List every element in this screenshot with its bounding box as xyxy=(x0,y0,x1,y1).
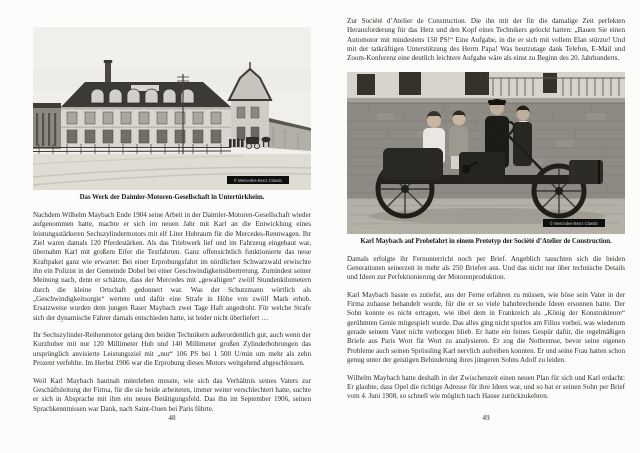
photo-caption-right: Karl Maybach auf Probefahrt in einem Prototyp der Société d’Atelier de Construction. xyxy=(360,237,612,245)
body-paragraph: Karl Maybach hasste es zutiefst, aus der Ferne erfahren zu müssen, wie böse sein Vater in der Firma zuhause behandelt wurde, für die er so viele bahnbrechende Ideen ersonnen hatte. Der Sohn konnte es nicht ertragen, wie übel dem in Frankreich als „König der Konstrukteure“ gerühmten Genie mitgespielt wurde. Das alles ging nicht spurlos am Filius vorbei, was wiederum gerade seinem Vater nicht verborgen blieb. Er hatte ein feines Gespür dafür, die regelmäßigen Briefe aus Paris Wort für Wort zu analysieren. Er zog die Notbremse, bevor seine eigenen Probleme auch seinen Sprössling Karl nervlich aufreiben konnten. Er und seine Frau hatten schon genug unter der geistigen Behinderung ihres jüngeren Sohns Adolf zu leiden. xyxy=(347,290,625,365)
page-number-left: 48 xyxy=(168,414,176,422)
book-page-left xyxy=(33,0,311,453)
book-page-right xyxy=(347,0,625,453)
factory-photo-illustration xyxy=(33,27,311,190)
body-paragraph: Ihr Sechszylinder-Reihenmotor gelang den beiden Technikern außerordentlich gut, auch wenn der Kurzhuber mit nur 120 Millimeter Hub und 140 Millimeter großen Zylinderbohrungen das ursprünglich anvisierte Leistungsziel mit „nur“ 106 PS bei 1 500 U/min um mehr als zehn Prozent verfehlte. Im Herbst 1906 war die Erprobung dieses Motors weitgehend abgeschlossen. xyxy=(33,331,311,368)
car-photo-illustration xyxy=(347,72,625,234)
car-photo xyxy=(347,72,625,234)
page-number-right: 49 xyxy=(482,414,490,422)
body-text-right-top xyxy=(347,17,625,64)
body-paragraph: Damals erfolgte ihr Fernunterricht noch per Brief. Angeblich tauschten sich die beiden Generationen seinerzeit in mehr als 250 Briefen aus. Und das nicht nur über technische Details und Ideen zur Perfektionierung der Motorenproduktion. xyxy=(347,254,625,282)
photo-credit: © Mercedes-Benz Classic xyxy=(549,220,599,226)
body-paragraph: Zur Société d’Atelier de Construction. Die ihn mit der für die damalige Zeit perfekten Herausforderung für das Herz und den Kopf eines Technikers gelockt hatten: „Bauen Sie einen Automotor mit mindestens 150 PS!“ Eine Aufgabe, in die er sich mit vollem Elan stürzte! Und mit der tatkräftigen Unterstützung des Herrn Papa! Was heutzutage dank Telefon, E-Mail und Zoom-Konferenz eine deutlich leichtere Aufgabe wäre als einst zu Beginn des 20. Jahrhunderts. xyxy=(347,17,625,63)
body-paragraph: Wilhelm Maybach hatte deshalb in der Zwischenzeit einen neuen Plan für sich und Karl erdacht: Er glaubte, dass Opel die richtige Adresse für ihre Ideen war, und so bat er seinen Sohn per Brief vom 4. Juni 1908, so schnell wie möglich nach Hause zurückzukehren. xyxy=(347,373,625,401)
factory-photo xyxy=(33,27,311,190)
body-paragraph: Weil Karl Maybach hautnah miterleben musste, wie sich das Verhältnis seines Vaters zur Geschäftsleitung der Firma, für die sie beide arbeiteten, immer weiter verschlechtert hatte, suchte er sich in Absprache mit ihm ein neues Betätigungsfeld. Das ihn im September 1906, seinen Sprachkenntnissen war Dank, nach Saint-Ouen bei Paris führte. xyxy=(33,376,311,413)
photo-credit: © Mercedes-Benz Classic xyxy=(233,177,283,183)
body-text-right xyxy=(347,255,625,402)
body-text-left xyxy=(33,211,311,414)
body-paragraph: Nachdem Wilhelm Maybach Ende 1904 seine Arbeit in der Daimler-Motoren-Gesellschaft wieder aufgenommen hatte, machte er sich im neuen Jahr mit Karl an die Entwicklung eines leistungsstärkeren Sechszylindermotors mit elf Liter Hubraum für die Mercedes-Rennwagen. Ihr Ziel waren damals 120 Pferdestärken. Als das Triebwerk lief und im Fahrzeug eingebaut war, übernahm Karl mit großem Eifer die Testfahrten. Ganz offensichtlich funktionierte das neue Kraftpaket ganz wie erwartet: Bei einer Erprobungsfahrt im nördlichen Schwarzwald erwischte ihn ein Polizist in der Gemeinde Dobel bei einer Geschwindigkeitsübertretung. Zumindest seiner Meinung nach, denn er schätzte, dass der Mercedes mit „gewaltigen“ zwölf Stundenkilometern durch die kleine Ortschaft gedonnert war. Was der Schutzmann wörtlich als „Geschwindigkeitsorgie“ wertete und dafür eine Strafe in Höhe von zwölf Mark erhob. Ersatzweise wurden dem jungen Raser Maybach zwei Tage Haft angedroht. Für welche Strafe sich der dynamische Fahrer damals entschieden hatte, ist leider nicht überliefert … xyxy=(33,211,311,322)
photo-caption-left: Das Werk der Daimler-Motoren-Gesellschaft in Untertürkheim. xyxy=(79,194,265,201)
